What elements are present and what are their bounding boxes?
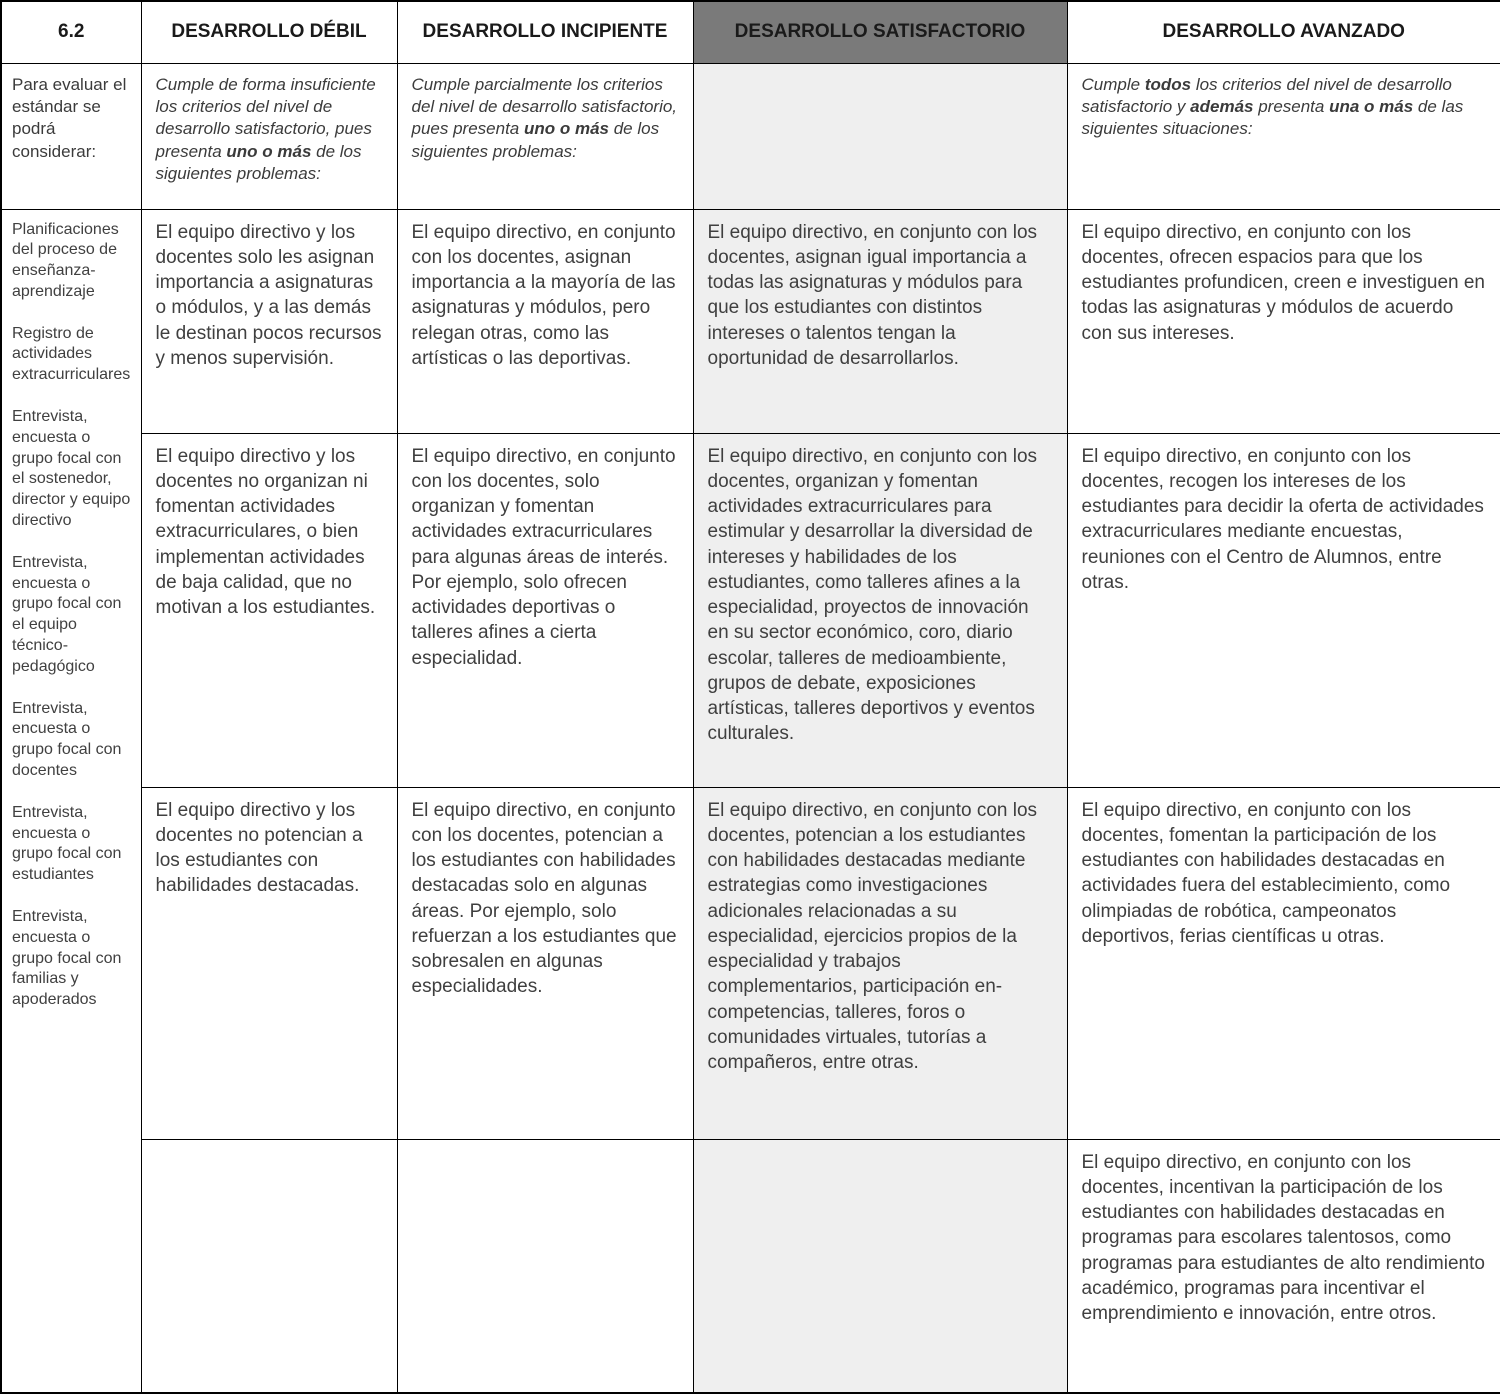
cell-avanzado-4: El equipo directivo, en conjunto con los docentes, incentivan la participación de los estudiantes con habilidades destacadas en programas para escolares talentosos, como programas para estudiantes de alto rendimiento académico, programas para incentivar el emprendimiento e innovación, entre otros. [1067,1139,1500,1393]
cell-incipiente-2: El equipo directivo, en conjunto con los docentes, solo organizan y fomentan actividades extracurriculares para algunas áreas de interés. Por ejemplo, solo ofrecen actividades deportivas o talleres afines a cierta especialidad. [397,433,693,787]
cell-debil-3: El equipo directivo y los docentes no potencian a los estudiantes con habilidades destacadas. [141,787,397,1139]
cell-debil-2: El equipo directivo y los docentes no organizan ni fomentan actividades extracurriculares, o bien implementan actividades de baja calidad, que no motivan a los estudiantes. [141,433,397,787]
cell-satisfactorio-2: El equipo directivo, en conjunto con los docentes, organizan y fomentan actividades extracurriculares para estimular y desarrollar la diversidad de intereses y habilidades de los estudiantes, como talleres afines a la especialidad, proyectos de innovación en su sector económico, coro, diario escolar, talleres de medioambiente, grupos de debate, exposiciones artísticas, talleres deportivos y eventos culturales. [693,433,1067,787]
header-cell-satisfactorio: DESARROLLO SATISFACTORIO [693,1,1067,63]
intro-incipiente: Cumple parcialmente los criterios del nivel de desarrollo satisfactorio, pues presenta uno o más de los siguientes problemas: [397,63,693,209]
evidence-item: Entrevista, encuesta o grupo focal con el sostenedor, director y equipo directivo [12,408,131,530]
evidence-item: Entrevista, encuesta o grupo focal con familias y apoderados [12,908,122,1009]
evidence-label: Para evaluar el estándar se podrá considerar: [1,63,141,209]
intro-debil: Cumple de forma insuficiente los criterios del nivel de desarrollo satisfactorio, pues presenta uno o más de los siguientes problemas: [141,63,397,209]
cell-incipiente-3: El equipo directivo, en conjunto con los docentes, potencian a los estudiantes con habilidades destacadas solo en algunas áreas. Por ejemplo, solo refuerzan a los estudiantes que sobresalen en algunas especialidades. [397,787,693,1139]
header-cell-avanzado: DESARROLLO AVANZADO [1067,1,1500,63]
evidence-item: Entrevista, encuesta o grupo focal con estudiantes [12,803,122,884]
cell-avanzado-3: El equipo directivo, en conjunto con los docentes, fomentan la participación de los estudiantes con habilidades destacadas en actividades fuera del establecimiento, como olimpiadas de robótica, campeonatos deportivos, ferias científicas u otras. [1067,787,1500,1139]
criteria-row-3 [1,787,1500,1139]
criteria-row-4 [1,1139,1500,1393]
evidence-list [1,209,141,1393]
cell-satisfactorio-3: El equipo directivo, en conjunto con los docentes, potencian a los estudiantes con habilidades destacadas mediante estrategias como investigaciones adicionales relacionadas a su especialidad, ejercicios propios de la especialidad y trabajos complementarios, participación en-competencias, talleres, foros o comunidades virtuales, tutorías a compañeros, entre otras. [693,787,1067,1139]
evidence-item: Registro de actividades extracurriculares [12,324,131,384]
header-row [1,1,1500,63]
cell-satisfactorio-1: El equipo directivo, en conjunto con los docentes, asignan igual importancia a todas las asignaturas y módulos para que los estudiantes con distintos intereses o talentos tengan la oportunidad de desarrollarlos. [693,209,1067,433]
cell-incipiente-1: El equipo directivo, en conjunto con los docentes, asignan importancia a la mayoría de las asignaturas y módulos, pero relegan otras, como las artísticas o las deportivas. [397,209,693,433]
standard-code: 6.2 [1,1,141,63]
header-cell-incipiente: DESARROLLO INCIPIENTE [397,1,693,63]
criteria-row-1 [1,209,1500,433]
evidence-item: Entrevista, encuesta o grupo focal con docentes [12,699,122,780]
intro-avanzado: Cumple todos los criterios del nivel de desarrollo satisfactorio y además presenta una o más de las siguientes situaciones: [1067,63,1500,209]
header-cell-debil: DESARROLLO DÉBIL [141,1,397,63]
evidence-item: Entrevista, encuesta o grupo focal con el equipo técnico-pedagógico [12,553,122,675]
cell-avanzado-1: El equipo directivo, en conjunto con los docentes, ofrecen espacios para que los estudiantes profundicen, creen e investiguen en todas las asignaturas y módulos de acuerdo con sus intereses. [1067,209,1500,433]
criteria-row-2 [1,433,1500,787]
cell-debil-4 [141,1139,397,1393]
intro-row [1,63,1500,209]
cell-avanzado-2: El equipo directivo, en conjunto con los docentes, recogen los intereses de los estudiantes para decidir la oferta de actividades extracurriculares mediante encuestas, reuniones con el Centro de Alumnos, entre otras. [1067,433,1500,787]
intro-satisfactorio-empty [693,63,1067,209]
cell-incipiente-4 [397,1139,693,1393]
evidence-item: Planificaciones del proceso de enseñanza-aprendizaje [12,220,119,300]
cell-satisfactorio-4 [693,1139,1067,1393]
cell-debil-1: El equipo directivo y los docentes solo les asignan importancia a asignaturas o módulos, y a las demás le destinan pocos recursos y menos supervisión. [141,209,397,433]
